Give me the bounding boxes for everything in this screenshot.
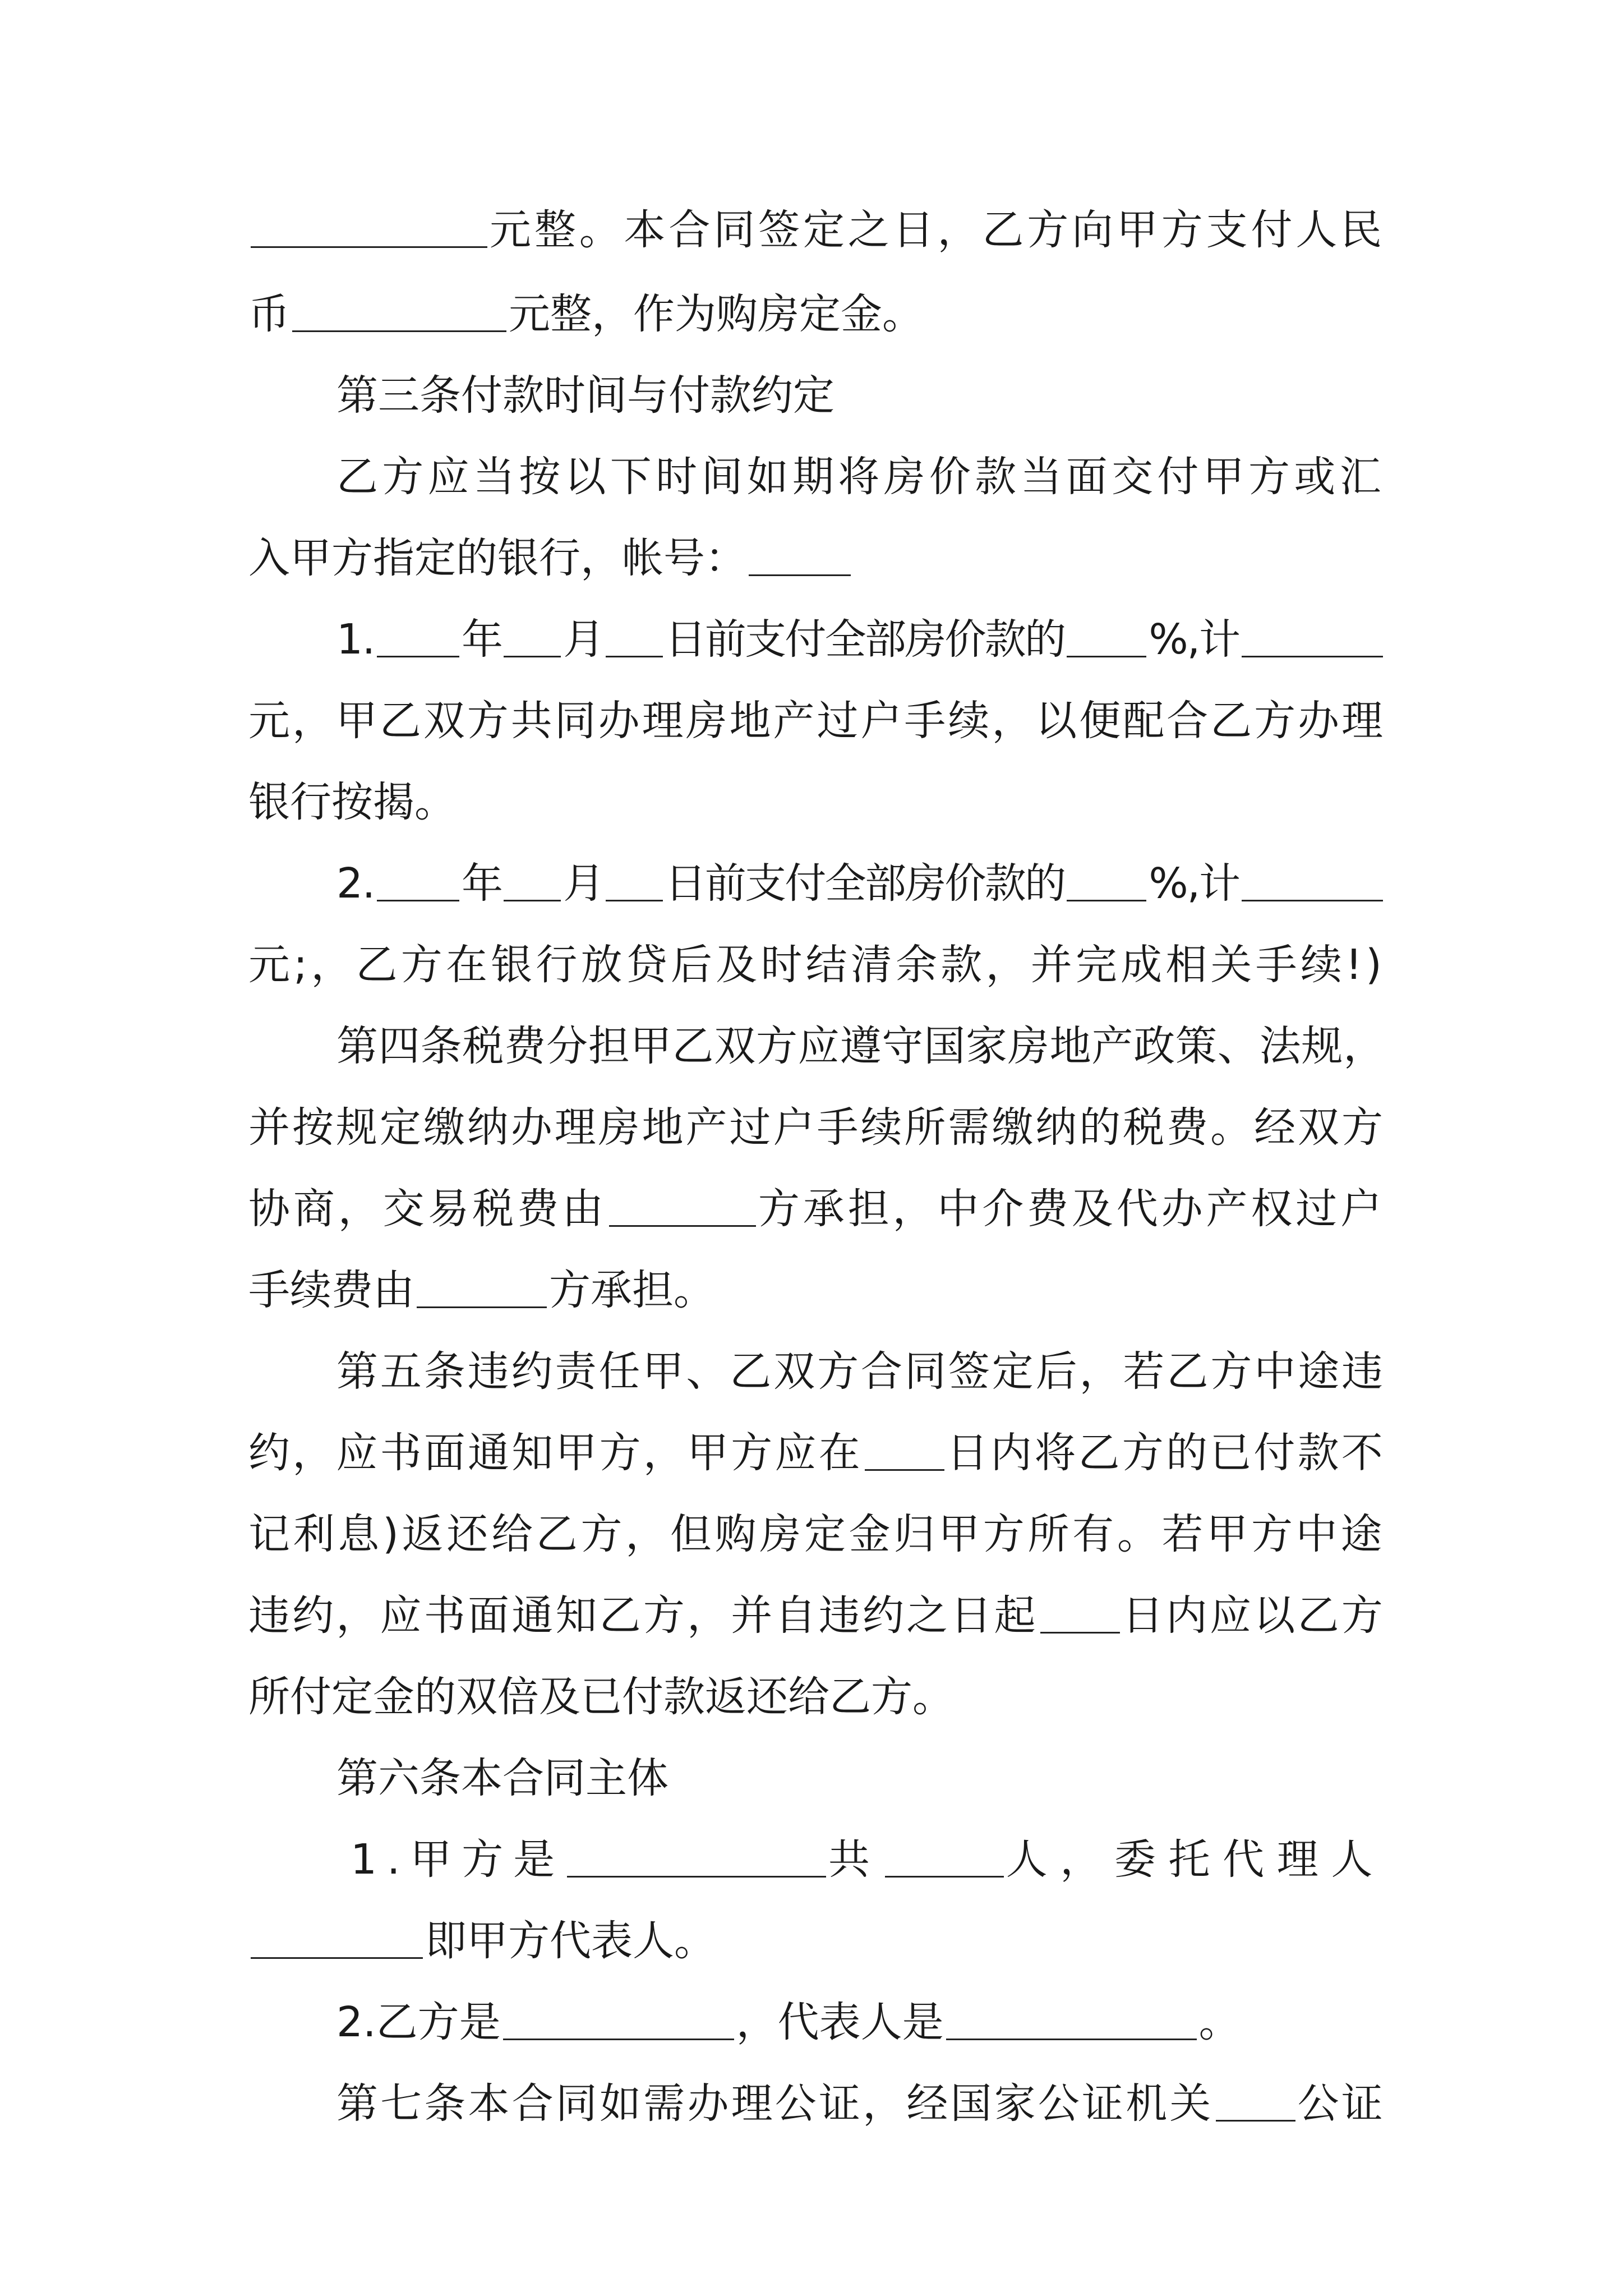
- line-text: 手续费由: [248, 1266, 414, 1314]
- paragraph-line: [0, 1167, 1623, 1251]
- paragraph-line: [0, 435, 1623, 519]
- line-text: 元整，作为购房定金。: [508, 290, 924, 338]
- line-text: 即甲方代表人。: [425, 1917, 716, 1965]
- fill-in-blank[interactable]: [504, 656, 561, 657]
- fill-in-blank[interactable]: [946, 2039, 1197, 2040]
- paragraph-line: [0, 597, 1623, 682]
- paragraph-line: [0, 760, 1623, 844]
- fill-in-blank[interactable]: [377, 900, 459, 901]
- fill-in-blank[interactable]: [606, 656, 663, 657]
- line-text: 元整。本合同签定之日，乙方向甲方支付人民: [490, 206, 1385, 254]
- fill-in-blank[interactable]: [503, 2039, 734, 2040]
- fill-in-blank[interactable]: [885, 1876, 1004, 1878]
- fill-in-blank[interactable]: [567, 1876, 826, 1878]
- paragraph-line: [0, 353, 1623, 438]
- fill-in-blank[interactable]: [865, 1469, 944, 1471]
- paragraph-line: [0, 1573, 1623, 1658]
- paragraph-line: [0, 1899, 1623, 1983]
- fill-in-blank[interactable]: [292, 330, 506, 332]
- line-text: 人，委托代理人: [1006, 1835, 1385, 1884]
- line-text: 日内应以乙方: [1122, 1591, 1386, 1640]
- paragraph-line: [0, 1818, 1623, 1902]
- paragraph-line: [0, 1655, 1623, 1739]
- line-text: 记利息)返还给乙方，但购房定金归甲方所有。若甲方中途: [248, 1510, 1386, 1558]
- line-text: 。: [1198, 1998, 1241, 2046]
- line-text: 第六条本合同主体: [336, 1754, 668, 1802]
- paragraph-line: [0, 1085, 1623, 1170]
- paragraph-line: [0, 841, 1623, 926]
- paragraph-line: [0, 1248, 1623, 1332]
- line-text: 并按规定缴纳办理房地产过户手续所需缴纳的税费。经双方: [248, 1103, 1385, 1152]
- line-text: 2.乙方是: [336, 1998, 501, 2046]
- paragraph-line: [0, 1980, 1623, 2064]
- line-text: 年: [462, 615, 502, 664]
- fill-in-blank[interactable]: [417, 1306, 547, 1308]
- line-text: 第五条违约责任甲、乙双方合同签定后，若乙方中途违: [336, 1347, 1386, 1396]
- paragraph-line: [0, 1329, 1623, 1414]
- line-text: 2.: [336, 859, 375, 908]
- paragraph-line: [0, 516, 1623, 600]
- line-text: 所付定金的双倍及已付款返还给乙方。: [248, 1673, 954, 1721]
- line-text: %,计: [1149, 615, 1239, 664]
- fill-in-blank[interactable]: [1040, 1632, 1120, 1634]
- fill-in-blank[interactable]: [1067, 900, 1146, 901]
- line-text: 元，甲乙双方共同办理房地产过户手续，以便配合乙方办理: [248, 697, 1385, 745]
- fill-in-blank[interactable]: [1242, 900, 1383, 901]
- fill-in-blank[interactable]: [251, 1957, 423, 1959]
- line-text: 月: [563, 859, 603, 908]
- fill-in-blank[interactable]: [1067, 656, 1146, 657]
- line-text: 日内将乙方的已付款不: [946, 1429, 1386, 1477]
- line-text: 年: [462, 859, 502, 908]
- line-text: 币: [248, 290, 290, 338]
- paragraph-line: [0, 679, 1623, 763]
- paragraph-line: [0, 1492, 1623, 1576]
- line-text: 1.甲方是: [351, 1835, 565, 1884]
- line-text: 月: [563, 615, 603, 664]
- line-text: 元;，乙方在银行放贷后及时结清余款，并完成相关手续!): [248, 941, 1386, 989]
- paragraph-line: [0, 1736, 1623, 1820]
- line-text: 违约，应书面通知乙方，并自违约之日起: [248, 1591, 1038, 1640]
- line-text: 第四条税费分担甲乙双方应遵守国家房地产政策、法规，: [336, 1022, 1385, 1070]
- line-text: 方承担，中介费及代办产权过户: [758, 1185, 1385, 1233]
- fill-in-blank[interactable]: [251, 246, 487, 248]
- line-text: 第七条本合同如需办理公证，经国家公证机关: [336, 2079, 1214, 2128]
- paragraph-line: [0, 188, 1623, 272]
- fill-in-blank[interactable]: [1216, 2120, 1295, 2122]
- paragraph-line: [0, 1411, 1623, 1495]
- paragraph-line: [0, 272, 1623, 356]
- line-text: 入甲方指定的银行，帐号：: [248, 534, 746, 582]
- line-text: 公证: [1297, 2079, 1385, 2128]
- fill-in-blank[interactable]: [749, 574, 851, 576]
- fill-in-blank[interactable]: [377, 656, 459, 657]
- line-text: %,计: [1149, 859, 1239, 908]
- line-text: 日前支付全部房价款的: [665, 859, 1065, 908]
- line-text: 1.: [336, 615, 375, 664]
- line-text: ，代表人是: [736, 1998, 944, 2046]
- fill-in-blank[interactable]: [1242, 656, 1383, 657]
- line-text: 方承担。: [548, 1266, 715, 1314]
- line-text: 约，应书面通知甲方，甲方应在: [248, 1429, 863, 1477]
- fill-in-blank[interactable]: [609, 1225, 756, 1227]
- fill-in-blank[interactable]: [504, 900, 561, 901]
- line-text: 共: [828, 1835, 883, 1884]
- line-text: 日前支付全部房价款的: [665, 615, 1065, 664]
- fill-in-blank[interactable]: [606, 900, 663, 901]
- line-text: 第三条付款时间与付款约定: [336, 371, 834, 420]
- paragraph-line: [0, 1004, 1623, 1088]
- line-text: 乙方应当按以下时间如期将房价款当面交付甲方或汇: [336, 453, 1385, 501]
- paragraph-line: [0, 923, 1623, 1007]
- line-text: 协商，交易税费由: [248, 1185, 607, 1233]
- paragraph-line: [0, 2062, 1623, 2146]
- line-text: 银行按揭。: [248, 778, 456, 826]
